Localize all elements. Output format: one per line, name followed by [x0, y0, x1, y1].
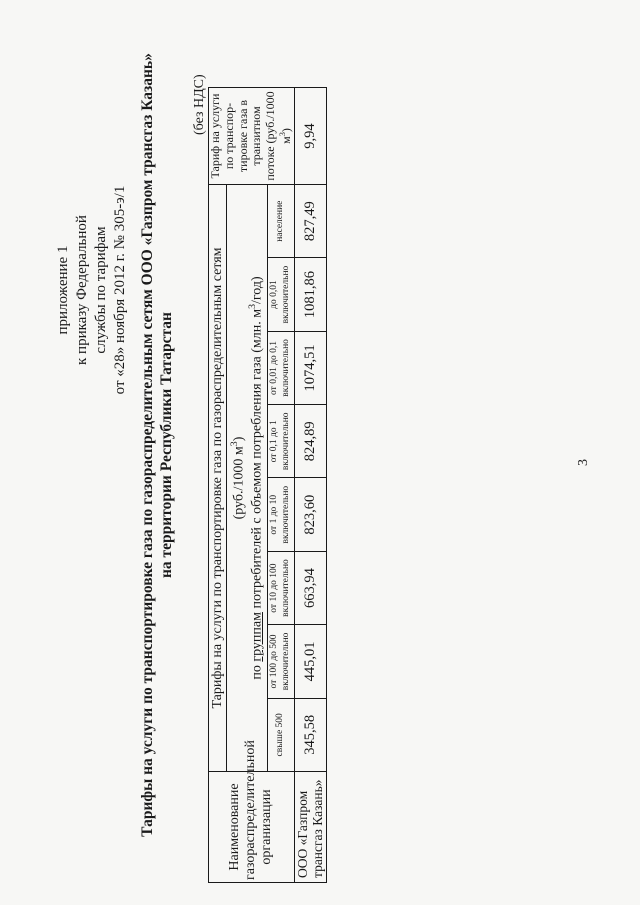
annex-line: приложение 1: [55, 245, 71, 335]
tariff-value: 445,01: [294, 625, 326, 698]
column-header: от 1 до 10 включительно: [268, 478, 294, 551]
tariff-value: 823,60: [294, 478, 326, 551]
transit-header-text: Тариф на услуги по транспор-тировке газа в транзитном потоке (руб./1000 м: [208, 91, 293, 181]
tariff-value: 1074,51: [294, 331, 326, 404]
page-number: 3: [576, 459, 591, 466]
groups-underlined: группам: [249, 612, 265, 662]
transit-header-sup: 3: [277, 132, 287, 137]
column-header: до 0,01 включительно: [268, 258, 294, 331]
org-name-line: ООО «Газпром: [294, 790, 310, 878]
tariff-value: 663,94: [294, 551, 326, 624]
transit-tariff-value: 9,94: [294, 88, 326, 185]
column-header: свыше 500: [268, 698, 294, 771]
column-header: от 10 до 100 включительно: [268, 551, 294, 624]
header-row: [209, 88, 227, 883]
subheader-row: [268, 88, 294, 883]
group-header-units: [227, 185, 268, 772]
group-header-line-1: Тарифы на услуги по транспортировке газа по газораспределительным сетям: [209, 247, 225, 709]
column-header: от 0,01 до 0,1 включительно: [268, 331, 294, 404]
groups-suffix: /год): [249, 276, 265, 305]
groups-line: [247, 187, 266, 769]
groups-sup: 3: [247, 304, 259, 309]
group-header: [209, 185, 227, 772]
tariff-value: 345,58: [294, 698, 326, 771]
title-line-1: Тарифы на услуги по транспортировке газа по газораспределительным сетям ООО «Газпром трансгаз Казань»: [139, 53, 156, 837]
document-title: [138, 45, 176, 845]
org-column-header: Наименование газораспределительной организации: [209, 772, 295, 883]
groups-prefix: по: [249, 665, 265, 680]
title-line-2: на территории Республики Татарстан: [158, 312, 175, 578]
annex-reference: [54, 165, 130, 415]
vat-note: (без НДС): [192, 74, 207, 135]
column-header: население: [268, 185, 294, 258]
tariff-value: 827,49: [294, 185, 326, 258]
transit-column-header: [209, 88, 295, 185]
tariff-value: 1081,86: [294, 258, 326, 331]
units-line: [229, 187, 248, 769]
annex-line: службы по тарифам: [93, 226, 109, 354]
units-sup: 3: [228, 441, 240, 447]
transit-header-suffix: ): [278, 128, 293, 133]
org-name-line: трансгаз Казань»: [310, 779, 326, 878]
column-header: от 100 до 500 включительно: [268, 625, 294, 698]
units-suffix: ): [231, 436, 247, 442]
column-header: от 0,1 до 1 включительно: [268, 405, 294, 478]
units-prefix: (руб./1000 м: [231, 446, 247, 520]
org-name-cell: [294, 772, 326, 883]
groups-mid: потребителей с объемом потребления газа (млн. м: [249, 308, 265, 609]
tariff-value: 824,89: [294, 405, 326, 478]
annex-line: от «28» ноября 2012 г. № 305-э/1: [112, 185, 128, 395]
table-row: [294, 88, 326, 883]
tariff-table: [208, 87, 327, 883]
annex-line: к приказу Федеральной: [74, 215, 90, 365]
